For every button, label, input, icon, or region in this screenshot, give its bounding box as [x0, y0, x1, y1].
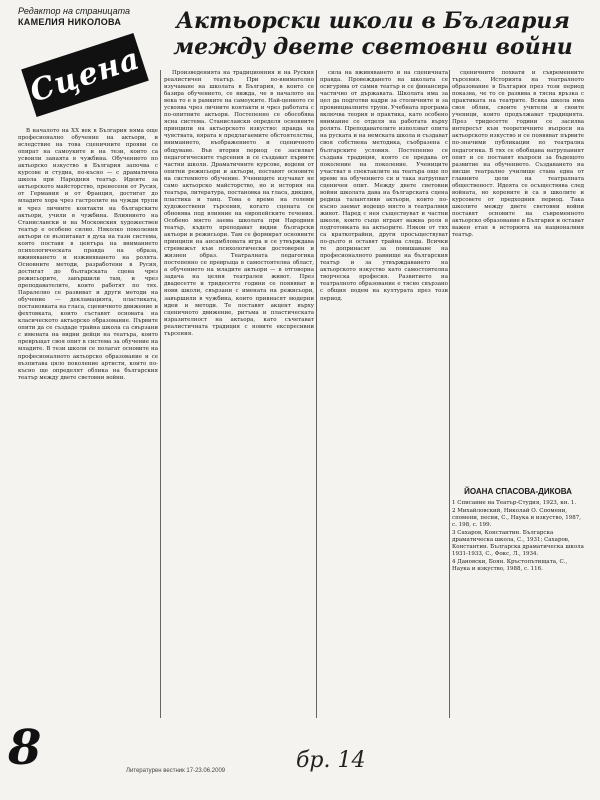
footnotes: [452, 500, 584, 574]
article-column-4: [452, 70, 584, 480]
column-divider: [316, 70, 317, 718]
footnote: 4 Дановски, Боян. Кръстопътищата, С., Наука и изкуство, 1988, с. 116.: [452, 559, 568, 572]
column-text: Произведенията на традиционния и на Руския реалистичен театър. При по-внимателно изучаване на школата в България, в които се базира обучението, се вижда, че в началото на века то е в рамките на самоуките. Най-ценното се усвоява чрез личните контакти и чрез работата с по-опитните актьори. Постепенно се обособява ясна система. Станиславски определя основните принципи на актьорското изкуство: правда на чувствата, вярата в предлагаемите обстоятелства, вниманието, въображението и сценичното общуване. Във втория период се засилват педагогическите търсения и се създават първите частни школи. Драматичните курсове, водени от опитни режисьори и актьори, поставят основите на системното обучение. Учениците изучават не само актьорско майсторство, но и история на театъра, литература, постановка на гласа, дикция, пластика и танц. Това е време на големи художествени търсения, когато сцената се обновява под влияние на европейските течения. Особено място заема школата при Народния театър, където преподават видни български актьори и режисьори. Там се формират основните принципи на ансамбловата игра и се утвърждава стремежът към психологически достоверен и жизнен образ. Театралната педагогика постепенно се превръща в самостоятелна област, а обучението на младите актьори — в отговорна задача на целия театрален живот. През двадесетте и тридесетте години се появяват и нови школи, свързани с имената на режисьори, завършили в чужбина, които привнасят модерни идеи и методи. Те поставят акцент върху сценичното движение, ритъма и пластическата изразителност на актьора, като съчетават реалистичната традиция с новите експресивни търсения.: [164, 70, 314, 337]
footnote: 3 Сахаров, Константин. Българска драматическа школа, С., 1931; Сахаров, Константин. Българска драматическа школа 1931-1933, С., Фокс, Л., 1934.: [452, 530, 584, 557]
handwritten-note: бр. 14: [296, 748, 366, 773]
column-divider: [160, 70, 161, 718]
column-text: сценичните похвати и съвременните търсения. Историята на театралното образование в България през този период показва, че то се развива в тясна връзка с практиката на театрите. Всяка школа има своя облик, своите учители и своите ученици, които продължават традицията. През тридесетте години се засилва интересът към теоретичните въпроси на актьорското изкуство и се появяват първите по-значими публикации по театрална педагогика. В тях се обобщава натрупаният опит и се поставят въпроси за бъдещото развитие на обучението. Създаването на висше театрално училище става една от главните цели на театралната общественост. Идеята се осъществява след войната, но корените ѝ са в школите и курсовете от предходния период. Така школите между двете световни войни поставят основите на съвременното актьорско образование в България и остават важен етап в историята на националния театър.: [452, 70, 584, 239]
column-text: В началото на XX век в България няма още професионално обучение на актьори, и вследствие на това сценичните прояви се опират на самоуките и на тези, които са усвоили занаята в чужбина. Обучението по актьорско изкуство в България започва с курсове и студиа, по-късно — с драматична школа при Народния театър. Идеите за актьорското майсторство, пренесени от Русия, от Германия и от Франция, достигат до младите хора чрез гастролите на чужди трупи и чрез личните контакти на българските актьори, учили в чужбина. Влиянието на Станиславски и на Московския художествен театър е особено силно. Няколко поколения актьори се възпитават в духа на тази система, която поставя в центъра на вниманието психологическата правда на образа, вживяването и изживяването на ролята. Основните методи, разработени в Русия, достигат до българската сцена чрез режисьорите, завършили там, и чрез преподавателите, които работят по тях. Паралелно се развиват и други методи на обучение — декламацията, пластиката, постановката на гласа, сценичното движение и фехтовката, които съставят основата на класическото актьорско образование. Първите опити да се създаде трайна школа са свързани с имената на видни дейци на театъра, които превръщат своя опит в система за обучение на младите. В тези школи се полагат основите на професионалното актьорско образование и се възпитава цяло поколение артисти, които по-късно ще определят облика на българския театър между двете световни войни.: [18, 128, 158, 381]
article-column-2: [164, 70, 314, 718]
footnote: 1 Списание на Театър-Студия, 1923, кн. 1.: [452, 500, 577, 506]
editor-role: Редактор на страницата: [18, 6, 131, 16]
page-number: 8: [8, 720, 42, 776]
editor-credit: [18, 6, 148, 28]
section-badge: [21, 33, 149, 117]
column-text: сила на вживяването и на сценичната правда. Провеждането на школата се осигурява от самия театър и се финансира частично от държавата. Школата има за цел да подготви кадри за столичните и за провинциалните трупи. Учебната програма включва теория и практика, като особено внимание се отделя на работата върху ролята. Преподавателите използват опита на руската и на немската школа и създават своя собствена методика, съобразена с българските условия. Постепенно се създава традиция, която се предава от поколение на поколение. Учениците участват в спектаклите на театъра още по време на обучението си и така натрупват сценичен опит. Между двете световни войни школата дава на българската сцена редица талантливи актьори, които по-късно заемат водещо място в театралния живот. Наред с нея съществуват и частни школи, които също играят важна роля в подготовката на актьорите. Някои от тях са краткотрайни, други просъществуват по-дълго и оставят трайна следа. Всички те допринасят за повишаване на професионалното равнище на българския театър и за утвърждаването на актьорското изкуство като самостоятелна творческа професия. Развитието на театралното образование е тясно свързано с общия подем на културата през този период.: [320, 70, 448, 302]
article-headline: Актьорски школи в България между двете световни войни: [173, 8, 573, 60]
footer-text: Литературен вестник 17-23.06.2009: [126, 768, 226, 774]
article-column-1: [18, 128, 158, 718]
article-column-3: [320, 70, 448, 610]
editor-name: КАМЕЛИЯ НИКОЛОВА: [18, 17, 122, 27]
author-signature: ЙОАНА СПАСОВА-ДИКОВА: [464, 487, 572, 496]
section-label: Сцена: [25, 40, 145, 110]
footnote: 2 Михайловский, Николай О. Спомени, спомени, песни, С., Наука и изкуство, 1987, с. 198, с. 199.: [452, 508, 582, 528]
column-divider: [449, 70, 450, 718]
